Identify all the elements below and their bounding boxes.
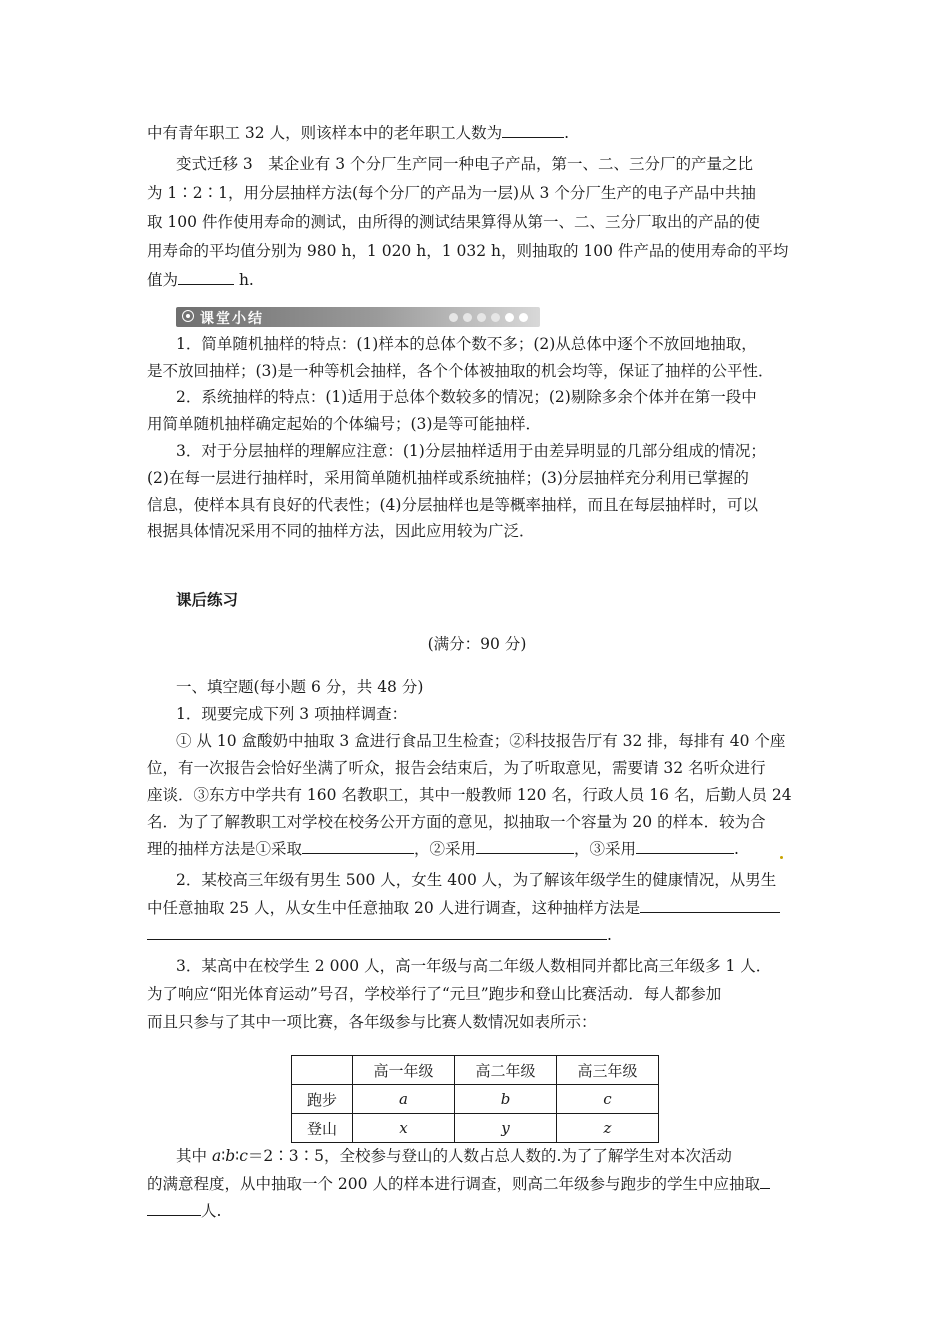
q3-after-a: 其中 — [176, 1147, 212, 1165]
ratio-sep: ∶ — [235, 1147, 240, 1165]
table-header-cell: 高三年级 — [557, 1056, 659, 1085]
q2-line2-text: 中任意抽取 25 人，从女生中任意抽取 20 人进行调查，这种抽样方法是 — [147, 899, 641, 917]
section1-title: 一、填空题(每小题 6 分，共 48 分) — [176, 678, 424, 696]
decorative-dots — [449, 313, 528, 322]
q3-after-line1 — [176, 1145, 836, 1167]
answer-blank[interactable] — [760, 1174, 770, 1189]
answer-blank-continued[interactable] — [147, 925, 607, 940]
answer-blank-3[interactable] — [636, 839, 734, 854]
q2-line2 — [147, 897, 807, 919]
q1-line1: ① 从 10 盒酸奶中抽取 3 盒进行食品卫生检查；②科技报告厅有 32 排，每排有 40 个座 — [176, 732, 786, 750]
variant3-line5-end: h. — [234, 271, 254, 289]
top-line-text: 中有青年职工 32 人，则该样本中的老年职工人数为 — [147, 124, 503, 142]
top-line-end: . — [564, 124, 570, 142]
summary-p1-line1: 1．简单随机抽样的特点：(1)样本的总体个数不多；(2)从总体中逐个不放回地抽取， — [176, 335, 757, 353]
answer-blank[interactable] — [502, 123, 564, 138]
variant3-line5-start: 值为 — [147, 271, 179, 289]
summary-p2-line2: 用简单随机抽样确定起始的个体编号；(3)是等可能抽样． — [147, 415, 541, 433]
table-row-label: 登山 — [292, 1114, 353, 1143]
dot-icon — [477, 313, 486, 322]
summary-title: 课堂小结 — [200, 311, 264, 327]
q2-line1: 2．某校高三年级有男生 500 人，女生 400 人，为了解该年级学生的健康情况，从男生 — [176, 871, 777, 889]
table-cell: y — [455, 1114, 557, 1143]
table-row — [292, 1085, 659, 1114]
participation-table — [291, 1055, 659, 1143]
q1-line5-b: ，②采用 — [414, 840, 477, 858]
q3-after-line2-text: 的满意程度，从中抽取一个 200 人的样本进行调查，则高二年级参与跑步的学生中应抽取 — [147, 1175, 760, 1193]
variant3-line5 — [147, 269, 807, 291]
speck-mark — [780, 856, 783, 859]
q1-line5-c: ，③采用 — [574, 840, 637, 858]
summary-p3-line3: 信息，使样本具有良好的代表性；(4)分层抽样也是等概率抽样，而且在每层抽样时，可以 — [147, 496, 758, 514]
variant3-line4: 用寿命的平均值分别为 980 h，1 020 h，1 032 h，则抽取的 100 件产品的使用寿命的平均 — [147, 242, 789, 260]
dot-icon — [449, 313, 458, 322]
answer-blank[interactable] — [640, 898, 780, 913]
q1-line5-d: . — [734, 840, 739, 858]
q1-line2: 位，有一次报告会恰好坐满了听众，报告会结束后，为了听取意见，需要请 32 名听众进行 — [147, 759, 766, 777]
var-c: c — [239, 1147, 248, 1165]
dot-icon — [463, 313, 472, 322]
q1-line3: 座谈．③东方中学共有 160 名教职工，其中一般教师 120 名，行政人员 16 名，后勤人员 24 — [147, 786, 792, 804]
ratio-sep: ∶ — [221, 1147, 226, 1165]
summary-section-bar — [176, 307, 540, 327]
exercise-heading: 课后练习 — [176, 591, 239, 609]
q2-line3-end: . — [607, 926, 612, 944]
summary-p2-line1: 2．系统抽样的特点：(1)适用于总体个数较多的情况；(2)剔除多余个体并在第一段中 — [176, 388, 757, 406]
q3-after-line3-end: 人. — [201, 1202, 222, 1220]
table-row-label: 跑步 — [292, 1085, 353, 1114]
table-cell: x — [353, 1114, 455, 1143]
score-note: (满分：90 分) — [427, 635, 527, 653]
answer-blank[interactable] — [178, 270, 234, 285]
q3-after-line3 — [147, 1200, 807, 1222]
answer-blank-1[interactable] — [302, 839, 414, 854]
table-corner-cell — [292, 1056, 353, 1085]
table-cell: b — [455, 1085, 557, 1114]
table-header-row — [292, 1056, 659, 1085]
q2-line3 — [147, 924, 807, 946]
table-header-cell: 高二年级 — [455, 1056, 557, 1085]
variant3-line2: 为 1∶2∶1，用分层抽样方法(每个分厂的产品为一层)从 3 个分厂生产的电子产品中共抽 — [147, 184, 756, 202]
variant3-line1: 变式迁移 3 某企业有 3 个分厂生产同一种电子产品，第一、二、三分厂的产量之比 — [176, 155, 754, 173]
q1-line5 — [147, 838, 807, 860]
var-a: a — [211, 1147, 222, 1165]
dot-icon — [491, 313, 500, 322]
summary-p3-line4: 根据具体情况采用不同的抽样方法，因此应用较为广泛． — [147, 522, 535, 540]
table-cell: a — [353, 1085, 455, 1114]
q3-line3: 而且只参与了其中一项比赛，各年级参与比赛人数情况如表所示： — [147, 1013, 597, 1031]
var-b: b — [225, 1147, 236, 1165]
table-cell: c — [557, 1085, 659, 1114]
q1-line4: 名．为了了解教职工对学校在校务公开方面的意见，拟抽取一个容量为 20 的样本．较为合 — [147, 813, 766, 831]
q3-after-line2 — [147, 1173, 807, 1195]
answer-blank-2[interactable] — [476, 839, 574, 854]
q3-after-b: ＝2∶3∶5，全校参与登山的人数占总人数的.为了了解学生对本次活动 — [247, 1147, 732, 1165]
table-row — [292, 1114, 659, 1143]
variant3-line3: 取 100 件作使用寿命的测试，由所得的测试结果算得从第一、二、三分厂取出的产品的使 — [147, 213, 760, 231]
dot-icon — [519, 313, 528, 322]
q3-line1: 3．某高中在校学生 2 000 人，高一年级与高二年级人数相同并都比高三年级多 1 人． — [176, 957, 772, 975]
table-cell: z — [557, 1114, 659, 1143]
q3-line2: 为了响应“阳光体育运动”号召，学校举行了“元旦”跑步和登山比赛活动．每人都参加 — [147, 985, 722, 1003]
summary-p3-line1: 3．对于分层抽样的理解应注意：(1)分层抽样适用于由差异明显的几部分组成的情况； — [176, 442, 766, 460]
answer-blank-continued[interactable] — [147, 1201, 201, 1216]
target-icon — [182, 310, 194, 322]
summary-p3-line2: (2)在每一层进行抽样时，采用简单随机抽样或系统抽样；(3)分层抽样充分利用已掌握的 — [147, 469, 749, 487]
summary-p1-line2: 是不放回抽样；(3)是一种等机会抽样，各个个体被抽取的机会均等，保证了抽样的公平性． — [147, 362, 774, 380]
q1-intro: 1．现要完成下列 3 项抽样调查： — [176, 705, 408, 723]
top-line — [147, 122, 807, 144]
table-header-cell: 高一年级 — [353, 1056, 455, 1085]
q1-line5-a: 理的抽样方法是①采取 — [147, 840, 303, 858]
dot-icon — [505, 313, 514, 322]
